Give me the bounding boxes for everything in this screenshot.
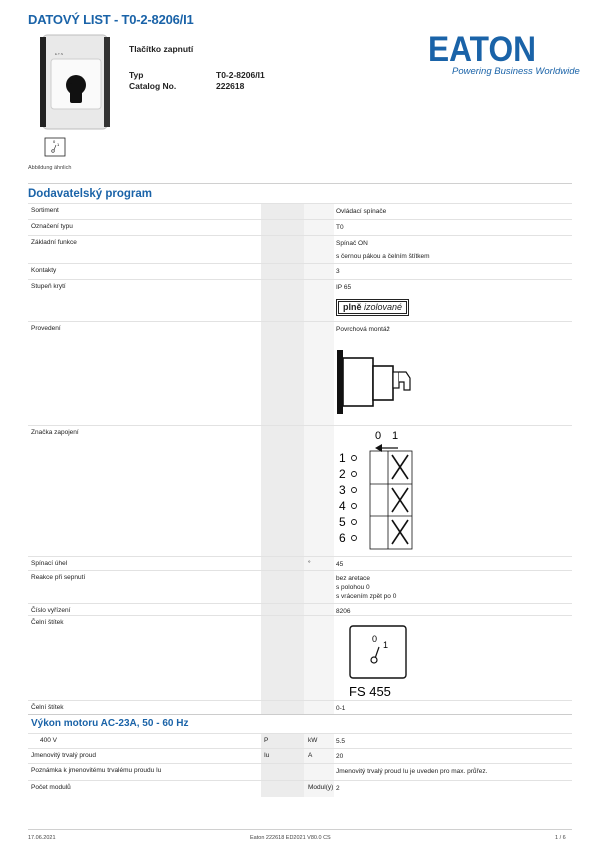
divider [28,183,572,184]
table-row: Značka zapojení 0 1 1 2 3 4 5 6 [28,425,572,557]
footer-doc-id: Eaton 222618 ED2021 V80.0 CS [250,835,331,841]
svg-text:3: 3 [339,483,346,497]
svg-text:4: 4 [339,499,346,513]
footer-divider [28,829,572,830]
table-row [28,293,572,321]
image-caption: Abbildung ähnlich [28,165,72,171]
table-row: 400 V P kW 5.5 [28,733,572,749]
svg-text:1: 1 [383,640,389,650]
table-row: Stupeň krytí IP 65 [28,279,572,294]
wiring-diagram [335,428,415,554]
face-plate-drawing [346,624,416,700]
table-row: Čelní štítek 0-1 [28,700,572,715]
footer-date: 17.06.2021 [28,835,56,841]
svg-text:0: 0 [53,139,56,144]
svg-text:1: 1 [392,430,399,442]
table-row: Výkon motoru AC-23A, 50 - 60 Hz [28,714,572,734]
table-row: Kontakty 3 [28,263,572,280]
table-row: Spínací úhel ° 45 [28,556,572,571]
section-title: Dodavatelský program [28,188,152,200]
table-row: Sortiment Ovládací spínače [28,203,572,220]
table-row: Provedení Povrchová montáž [28,321,572,426]
svg-text:0: 0 [372,634,378,644]
svg-text:1: 1 [339,451,346,465]
svg-text:2: 2 [339,467,346,481]
switch-symbol-icon [44,137,66,157]
table-row: Základní funkce Spínač ON [28,235,572,250]
svg-text:5: 5 [339,515,346,529]
table-row: s černou pákou a čelním štítkem [28,249,572,263]
table-row: Poznámka k jmenovitému trvalému proudu Iu Jmenovitý trvalý proud Iu je uveden pro max. průřez. [28,763,572,781]
mounting-drawing [335,336,415,416]
svg-text:0: 0 [375,430,382,442]
svg-text:FS 455: FS 455 [349,684,391,699]
eaton-logo [428,32,536,64]
catalog-label: Catalog No. [129,81,177,91]
svg-text:EATON: EATON [428,32,536,64]
svg-text:E·T·N: E·T·N [55,52,63,56]
table-row: Počet modulů Modul(y) 2 [28,780,572,797]
table-row: Označení typu T0 [28,219,572,236]
catalog-value: 222618 [216,81,245,91]
product-photo [37,33,113,131]
brand-tagline: Powering Business Worldwide [452,66,580,77]
insulation-badge: plně izolované [336,299,409,316]
product-name: Tlačítko zapnutí [129,44,194,54]
svg-text:6: 6 [339,531,346,545]
table-row: Jmenovitý trvalý proud Iu A 20 [28,748,572,764]
svg-text:1: 1 [57,142,60,147]
footer-page: 1 / 6 [555,835,566,841]
table-row: Čelní štítek 0 1 FS 455 [28,615,572,701]
table-row: Číslo vyřízení 8206 [28,603,572,616]
table-row: Reakce při sepnutí bez aretace s polohou 0 s vrácením zpět po 0 [28,570,572,604]
document-title: DATOVÝ LIST - T0-2-8206/I1 [28,12,194,27]
type-value: T0-2-8206/I1 [216,70,265,80]
type-label: Typ [129,70,144,80]
